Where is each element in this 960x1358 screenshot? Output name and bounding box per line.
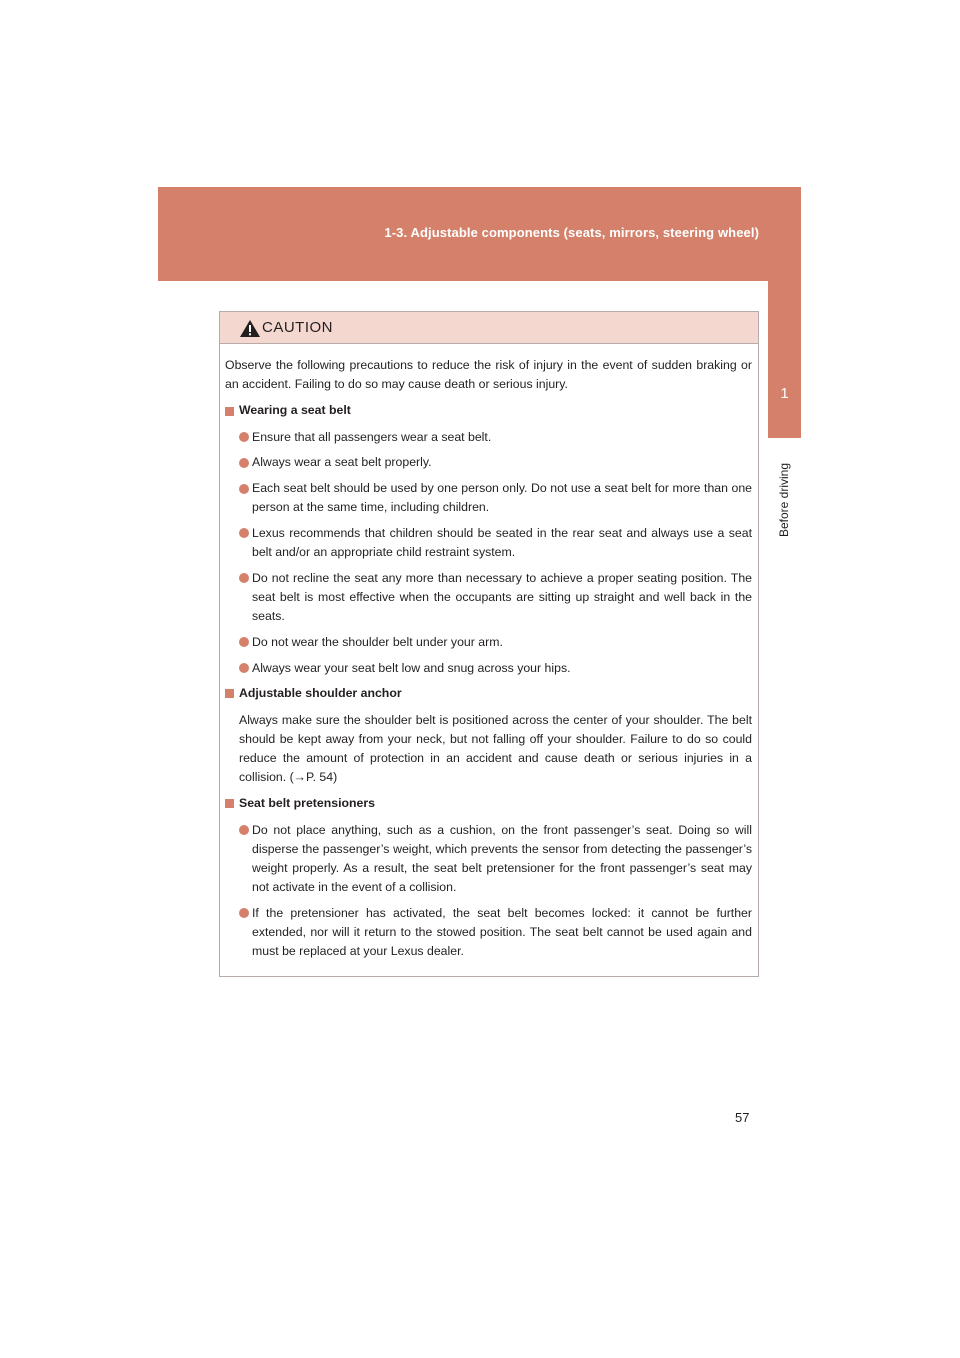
list-item-text: Do not place anything, such as a cushion, on the front passenger’s seat. Doing so will disperse the passenger’s weight, which prevents the sensor from detecting the passenger’s weight properly. As a result, the seat belt pretensioner for the front passenger’s seat may not activate in the event of a collision.: [252, 822, 752, 895]
list-item-text: Always wear a seat belt properly.: [252, 455, 432, 470]
section-heading-text: Adjustable shoulder anchor: [239, 686, 402, 701]
square-bullet-icon: [225, 689, 234, 698]
list-item-text: Do not recline the seat any more than necessary to achieve a proper seating position. The seat belt is most effective when the occupants are sitting up straight and well back in the seats.: [252, 570, 752, 624]
list-item-text: Do not wear the shoulder belt under your arm.: [252, 634, 503, 649]
chapter-tab: [768, 281, 801, 438]
caution-title: CAUTION: [262, 319, 333, 336]
circle-bullet-icon: [239, 663, 249, 673]
circle-bullet-icon: [239, 825, 249, 835]
square-bullet-icon: [225, 799, 234, 808]
warning-triangle-icon: [239, 319, 261, 338]
circle-bullet-icon: [239, 484, 249, 494]
list-item: [225, 524, 752, 562]
circle-bullet-icon: [239, 528, 249, 538]
section-heading-text: Wearing a seat belt: [239, 403, 351, 418]
section-heading: [225, 684, 752, 703]
page-number: 57: [735, 1110, 750, 1125]
list-item: [225, 479, 752, 517]
chapter-header-band: [158, 187, 801, 281]
list-item: [225, 428, 752, 447]
circle-bullet-icon: [239, 432, 249, 442]
list-item-text: Always wear your seat belt low and snug across your hips.: [252, 660, 571, 675]
circle-bullet-icon: [239, 573, 249, 583]
list-item: [225, 633, 752, 652]
list-item-text: Each seat belt should be used by one person only. Do not use a seat belt for more than one person at the same time, including children.: [252, 481, 752, 515]
list-item-text: Ensure that all passengers wear a seat belt.: [252, 429, 492, 444]
caution-body: [220, 344, 758, 961]
list-item-text: If the pretensioner has activated, the seat belt becomes locked: it cannot be further extended, nor will it return to the stowed position. The seat belt cannot be used again and must be replaced at your Lexus dealer.: [252, 905, 752, 959]
circle-bullet-icon: [239, 908, 249, 918]
square-bullet-icon: [225, 407, 234, 416]
list-item: [225, 569, 752, 627]
list-item: [225, 904, 752, 962]
section-heading-text: Seat belt pretensioners: [239, 796, 375, 811]
caution-intro: Observe the following precautions to reduce the risk of injury in the event of sudden braking or an accident. Failing to do so may cause death or serious injury.: [225, 358, 752, 392]
caution-header: [220, 312, 758, 344]
section-heading: [225, 794, 752, 813]
circle-bullet-icon: [239, 458, 249, 468]
circle-bullet-icon: [239, 637, 249, 647]
chapter-number: 1: [780, 385, 789, 402]
caution-box: [219, 311, 759, 977]
section-paragraph: Always make sure the shoulder belt is positioned across the center of your shoulder. The belt should be kept away from your neck, but not falling off your shoulder. Failure to do so could reduce the amount of protection in an accident and cause death or serious injuries in a collision. (→P. 54): [239, 712, 752, 785]
list-item: [225, 453, 752, 472]
list-item-text: Lexus recommends that children should be seated in the rear seat and always use a seat belt and/or an appropriate child restraint system.: [252, 525, 752, 560]
section-heading: [225, 401, 752, 420]
chapter-label: Before driving: [777, 462, 791, 538]
section-title: 1-3. Adjustable components (seats, mirrors, steering wheel): [384, 225, 759, 240]
list-item: [225, 821, 752, 898]
list-item: [225, 659, 752, 678]
